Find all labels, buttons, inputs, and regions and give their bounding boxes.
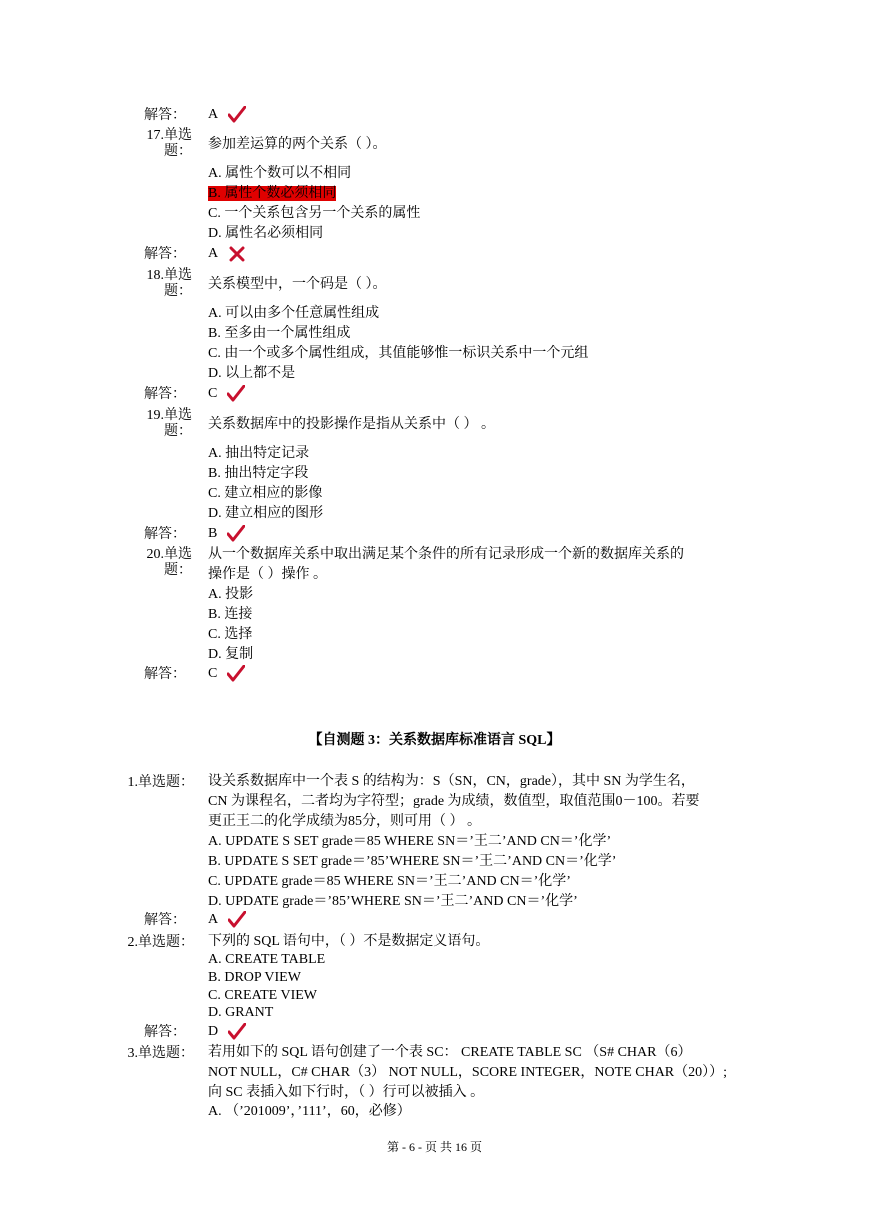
q17-answer-label: 解答：: [144, 247, 186, 262]
q20-number: [130, 547, 192, 579]
q18-stem: 关系模型中，一个码是（ ）。: [208, 277, 387, 292]
check-icon: [228, 1023, 246, 1041]
q18-number-line1: 18.单选: [146, 268, 192, 283]
s3-stem-line1: 若用如下的 SQL 语句创建了一个表 SC： CREATE TABLE SC （S# CHAR（6）: [208, 1045, 692, 1060]
q19-answer: [208, 525, 245, 543]
q17-option-b: [208, 184, 336, 204]
q17-answer: [208, 245, 246, 263]
s3-number: 3.单选题：: [127, 1046, 194, 1061]
q20-answer-label: 解答：: [144, 667, 186, 682]
section-title: 【自测题 3：关系数据库标准语言 SQL】: [308, 733, 561, 748]
s2-answer-value: D: [208, 1024, 219, 1039]
s2-answer-label: 解答：: [144, 1025, 186, 1040]
s1-answer-value: A: [208, 912, 219, 927]
q19-option-c: C. 建立相应的影像: [208, 486, 323, 501]
q20-answer-value: C: [208, 666, 218, 681]
q18-answer-label: 解答：: [144, 387, 186, 402]
q17-number: [130, 128, 192, 160]
q16-answer-value: A: [208, 107, 219, 122]
s1-option-b: B. UPDATE S SET grade＝’85’WHERE SN＝’王二’AND CN＝’化学’: [208, 854, 617, 869]
q16-answer-label: 解答：: [144, 108, 186, 123]
q19-answer-value: B: [208, 526, 218, 541]
q18-option-b: B. 至多由一个属性组成: [208, 326, 351, 341]
s1-number: 1.单选题：: [127, 775, 194, 790]
q20-answer: [208, 665, 245, 683]
s3-stem-line3: 向 SC 表插入如下行时，（ ）行可以被插入 。: [208, 1085, 485, 1100]
check-icon: [227, 525, 245, 543]
s1-stem-line2: CN 为课程名，二者均为字符型；grade 为成绩，数值型，取值范围0－100。若要: [208, 794, 700, 809]
s1-answer-label: 解答：: [144, 913, 186, 928]
s2-option-b: B. DROP VIEW: [208, 970, 301, 985]
q19-number-line2: 题：: [164, 424, 192, 439]
q18-number: [130, 268, 192, 300]
s2-option-d: D. GRANT: [208, 1005, 274, 1020]
q18-option-c: C. 由一个或多个属性组成，其值能够惟一标识关系中一个元组: [208, 346, 589, 361]
check-icon: [227, 385, 245, 403]
q20-number-line1: 20.单选: [146, 547, 192, 562]
s1-option-d: D. UPDATE grade＝’85’WHERE SN＝’王二’AND CN＝’化学’: [208, 894, 578, 909]
q20-stem-line2: 操作是（ ）操作 。: [208, 567, 327, 582]
q19-option-b: B. 抽出特定字段: [208, 466, 309, 481]
q19-stem: 关系数据库中的投影操作是指从关系中（ ） 。: [208, 417, 495, 432]
q19-option-d: D. 建立相应的图形: [208, 506, 324, 521]
s1-stem-line1: 设关系数据库中一个表 S 的结构为：S（SN，CN，grade），其中 SN 为学生名，: [208, 774, 695, 789]
s2-option-a: A. CREATE TABLE: [208, 952, 326, 967]
q18-answer: [208, 385, 245, 403]
q17-number-line1: 17.单选: [146, 128, 192, 143]
q17-option-b-highlight: B. 属性个数必须相同: [208, 186, 337, 201]
q17-option-a: A. 属性个数可以不相同: [208, 166, 352, 181]
s1-option-a: A. UPDATE S SET grade＝85 WHERE SN＝’王二’AND CN＝’化学’: [208, 834, 612, 849]
q19-number: [130, 408, 192, 440]
check-icon: [228, 106, 246, 124]
q18-number-line2: 题：: [164, 284, 192, 299]
q20-option-c: C. 选择: [208, 627, 253, 642]
s1-stem-line3: 更正王二的化学成绩为85分，则可用（ ） 。: [208, 814, 481, 829]
q19-answer-label: 解答：: [144, 527, 186, 542]
q17-option-c: C. 一个关系包含另一个关系的属性: [208, 206, 421, 221]
q17-option-d: D. 属性名必须相同: [208, 226, 324, 241]
q18-answer-value: C: [208, 386, 218, 401]
page-footer: 第 - 6 - 页 共 16 页: [387, 1140, 482, 1154]
q19-option-a: A. 抽出特定记录: [208, 446, 310, 461]
check-icon: [227, 665, 245, 683]
q20-option-a: A. 投影: [208, 587, 254, 602]
q20-option-b: B. 连接: [208, 607, 253, 622]
q18-option-a: A. 可以由多个任意属性组成: [208, 306, 380, 321]
q17-stem: 参加差运算的两个关系（ ）。: [208, 137, 387, 152]
q20-option-d: D. 复制: [208, 647, 254, 662]
s3-stem-line2: NOT NULL，C# CHAR（3） NOT NULL，SCORE INTEGER，NOTE CHAR（20））;: [208, 1065, 728, 1080]
q17-number-line2: 题：: [164, 144, 192, 159]
q19-number-line1: 19.单选: [146, 408, 192, 423]
q20-number-line2: 题：: [164, 563, 192, 578]
s2-answer: [208, 1023, 246, 1041]
q20-stem-line1: 从一个数据库关系中取出满足某个条件的所有记录形成一个新的数据库关系的: [208, 547, 684, 562]
check-icon: [228, 911, 246, 929]
cross-icon: [228, 245, 246, 263]
s3-option-a: A. （’201009’，’111’，60，必修）: [208, 1104, 411, 1119]
s2-option-c: C. CREATE VIEW: [208, 988, 318, 1003]
s2-stem: 下列的 SQL 语句中，（ ）不是数据定义语句。: [208, 934, 490, 949]
s1-answer: [208, 911, 246, 929]
q16-answer: [208, 106, 246, 124]
s2-number: 2.单选题：: [127, 935, 194, 950]
q17-answer-value: A: [208, 246, 219, 261]
s1-option-c: C. UPDATE grade＝85 WHERE SN＝’王二’AND CN＝’化学’: [208, 874, 571, 889]
q18-option-d: D. 以上都不是: [208, 366, 296, 381]
